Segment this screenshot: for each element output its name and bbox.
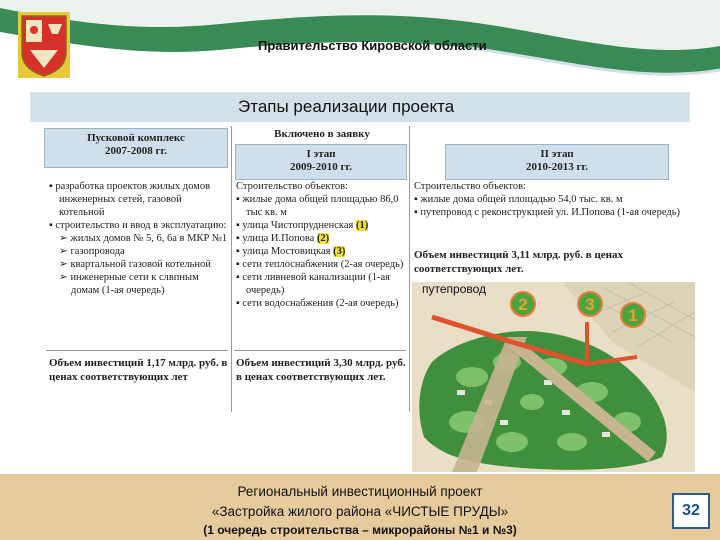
header-stage-2: II этап 2010-2013 гг. (445, 144, 669, 180)
list-intro: Строительство объектов: (236, 181, 348, 192)
list-subitem: ➢ инженерные сети к слвпным домам (1-ая очередь) (59, 272, 199, 296)
list-item: ▪ сети водоснабжения (2-ая очередь) (236, 298, 399, 309)
overpass-label: путепровод (422, 282, 487, 296)
list-item: ▪ строительство и ввод в эксплуатацию: (49, 220, 227, 231)
svg-text:3: 3 (585, 295, 595, 314)
stage-1-investment: Объем инвестиций 3,30 млрд. руб. в ценах соответствующих лет. (236, 357, 406, 383)
header-stage-1: I этап 2009-2010 гг. (235, 144, 407, 180)
launch-complex-list (49, 180, 229, 297)
list-item: ▪ путепровод с реконструкцией ул. И.Попова (1-ая очередь) (414, 207, 680, 218)
column-divider (409, 126, 410, 412)
included-in-application-label: Включено в заявку (274, 128, 370, 140)
svg-text:1: 1 (628, 306, 638, 325)
row-divider (234, 350, 406, 351)
stages-table (44, 126, 415, 412)
footer-construction-phase: (1 очередь строительства – микрорайоны №1 и №3) (203, 523, 517, 537)
map-marker (511, 292, 535, 316)
stage-2-investment: Объем инвестиций 3,11 млрд. руб. в ценах соответствующих лет. (414, 249, 624, 275)
map-marker (621, 303, 645, 327)
header-launch-complex: Пусковой комплекс 2007-2008 гг. (44, 128, 228, 168)
stage-2-list (414, 180, 692, 219)
slide-title-bar (30, 92, 690, 122)
coat-of-arms-icon (18, 12, 70, 78)
slide-title: Этапы реализации проекта (238, 97, 455, 116)
svg-text:2: 2 (518, 295, 528, 314)
list-item: ▪ жилые дома общей площадью 54,0 тыс. кв. м (414, 194, 623, 205)
list-item: ▪ улица Чистопрудненская (1) (236, 220, 369, 231)
list-item: ▪ улица И.Попова (2) (236, 233, 330, 244)
footer-project-type: Региональный инвестиционный проект (237, 484, 483, 499)
list-item: ▪ жилые дома общей площадью 86,0 тыс кв. м (236, 194, 399, 218)
government-title: Правительство Кировской области (258, 38, 487, 53)
list-intro: Строительство объектов: (414, 181, 526, 192)
district-map (412, 282, 695, 472)
list-item: ▪ улица Мостовицкая (3) (236, 246, 346, 257)
row-divider (46, 350, 228, 351)
list-item: ▪ разработка проектов жилых домов инженерных сетей, газовой котельной (49, 181, 211, 218)
list-item: ▪ сети теплоснабжения (2-ая очередь) (236, 259, 404, 270)
list-subitem: ➢ газопровода (59, 246, 125, 257)
map-marker (578, 292, 602, 316)
launch-complex-investment: Объем инвестиций 1,17 млрд. руб. в ценах соответствующих лет (49, 357, 228, 383)
list-subitem: ➢ жилых домов № 5, 6, 6а в МКР №1 (59, 233, 228, 244)
footer-project-name: «Застройка жилого района «ЧИСТЫЕ ПРУДЫ» (211, 504, 509, 519)
page-number: 32 (672, 493, 710, 529)
list-subitem: ➢ квартальной газовой котельной (59, 259, 211, 270)
stage-1-list (236, 180, 408, 310)
list-item: ▪ сети ливневой канализации (1-ая очередь) (236, 272, 390, 296)
column-divider (231, 126, 232, 412)
